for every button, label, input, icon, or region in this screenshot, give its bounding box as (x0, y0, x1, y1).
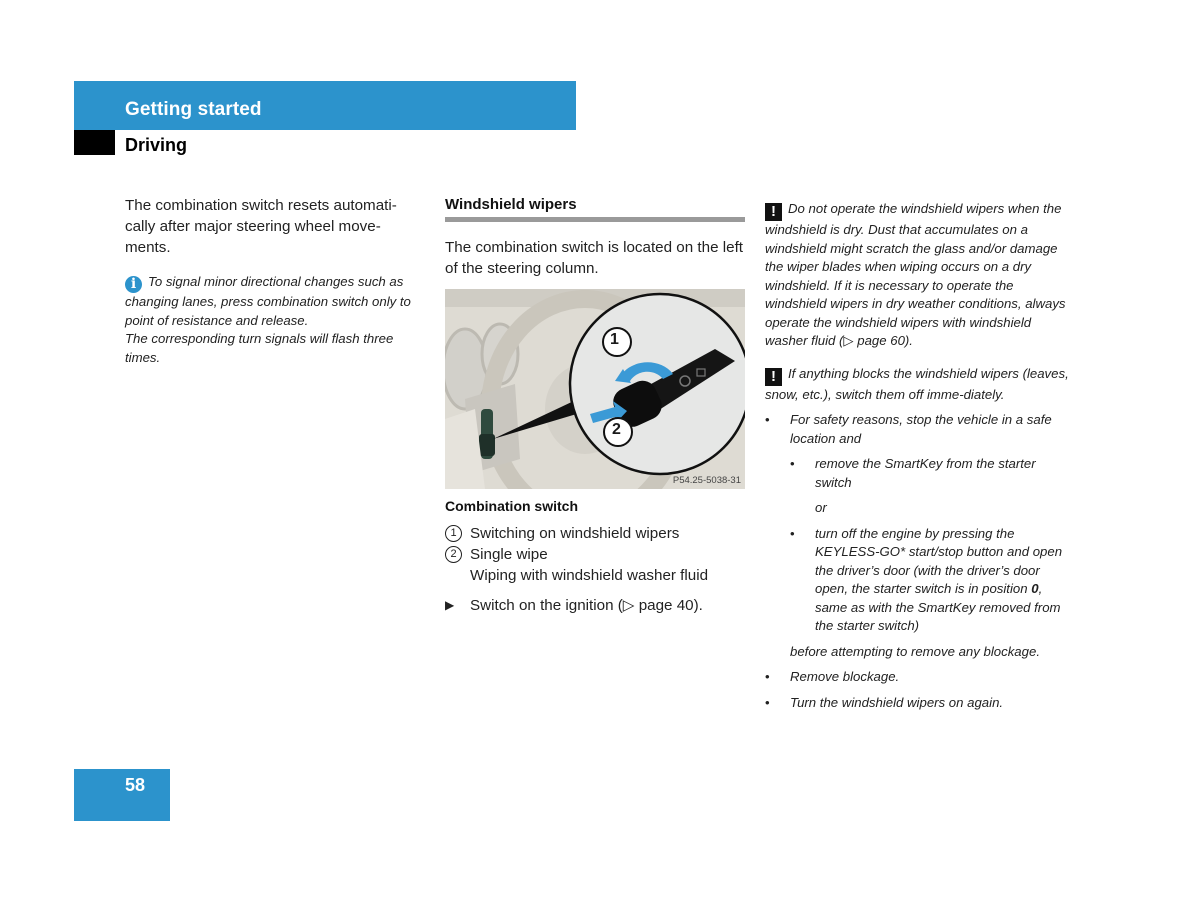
info-icon: i (125, 276, 142, 293)
section-title: Getting started (125, 99, 262, 120)
legend-item-2: 2 Single wipe (445, 544, 745, 565)
image-code: P54.25-5038-31 (672, 475, 741, 486)
page-number: 58 (125, 775, 146, 795)
steering-column-illustration (445, 289, 745, 489)
heading-rule (445, 217, 745, 222)
warning-icon: ! (765, 203, 782, 221)
subsection-marker (74, 130, 115, 155)
before-text: before attempting to remove any blockage. (790, 643, 1040, 659)
bullet-stop-vehicle: • For safety reasons, stop the vehicle in a safe location and (765, 411, 1070, 448)
bullet-icon: • (765, 694, 770, 710)
number-2-icon: 2 (445, 546, 462, 563)
column-left (125, 195, 425, 367)
info-note-text-2: The corresponding turn signals will flash three times. (125, 331, 394, 365)
warning-dry-windshield: ! Do not operate the windshield wipers when the windshield is dry. Dust that accumulates on a windshield might scratch the glass and/or damage the wiper blades when wiping occurs on a dry windshield. If it is necessary to operate the windshield wipers in dry weather conditions, always operate the windshield wipers with windshield washer fluid (▷ page 60). (765, 201, 1066, 348)
column-right (765, 200, 1070, 712)
legend-item-1: 1 Switching on windshield wipers (445, 523, 745, 544)
legend-item-2-continuation: Wiping with windshield washer fluid (470, 567, 709, 584)
warning-icon: ! (765, 368, 782, 386)
bullet-icon: • (765, 412, 770, 427)
warning-blockage: ! If anything blocks the windshield wipers (leaves, snow, etc.), switch them off imme-diately. (765, 365, 1069, 402)
combination-switch-figure (445, 289, 745, 489)
or-text: or (815, 500, 827, 515)
callout-1: 1 (610, 331, 619, 348)
figure-caption: Combination switch (445, 498, 578, 514)
info-note (125, 273, 425, 367)
bullet-remove-blockage: • Remove blockage. (765, 668, 1070, 687)
info-note-text: To signal minor directional changes such as changing lanes, press combination switch only to point of resistance and release. (125, 274, 411, 328)
windshield-wipers-heading: Windshield wipers (445, 196, 577, 213)
bullet-icon: • (790, 456, 795, 471)
step-text: Switch on the ignition (▷ page 40). (470, 597, 703, 614)
triangle-right-icon: ▶ (445, 598, 455, 612)
bullet-icon: • (765, 669, 770, 684)
page-number-box (74, 769, 170, 821)
bullet-icon: • (790, 525, 795, 541)
number-1-icon: 1 (445, 525, 462, 542)
subsection-title: Driving (125, 135, 188, 155)
intro-paragraph: The combination switch is located on the left of the steering column. (445, 239, 744, 277)
reset-paragraph: The combination switch resets automati-cally after major steering wheel move-ments. (125, 197, 397, 256)
sub-bullet-keyless-go: • turn off the engine by pressing the KEYLESS-GO* start/stop button and open the driver’s door (with the driver’s door open, the starter switch is in position 0, same as with the SmartKey removed from the starter switch) (765, 525, 1070, 636)
figure-legend (445, 523, 745, 586)
bullet-turn-on-again: • Turn the windshield wipers on again. (765, 694, 1070, 713)
sub-bullet-remove-key: • remove the SmartKey from the starter switch (765, 455, 1070, 492)
column-middle (445, 195, 745, 616)
callout-2: 2 (612, 421, 621, 438)
instruction-step (445, 595, 745, 616)
